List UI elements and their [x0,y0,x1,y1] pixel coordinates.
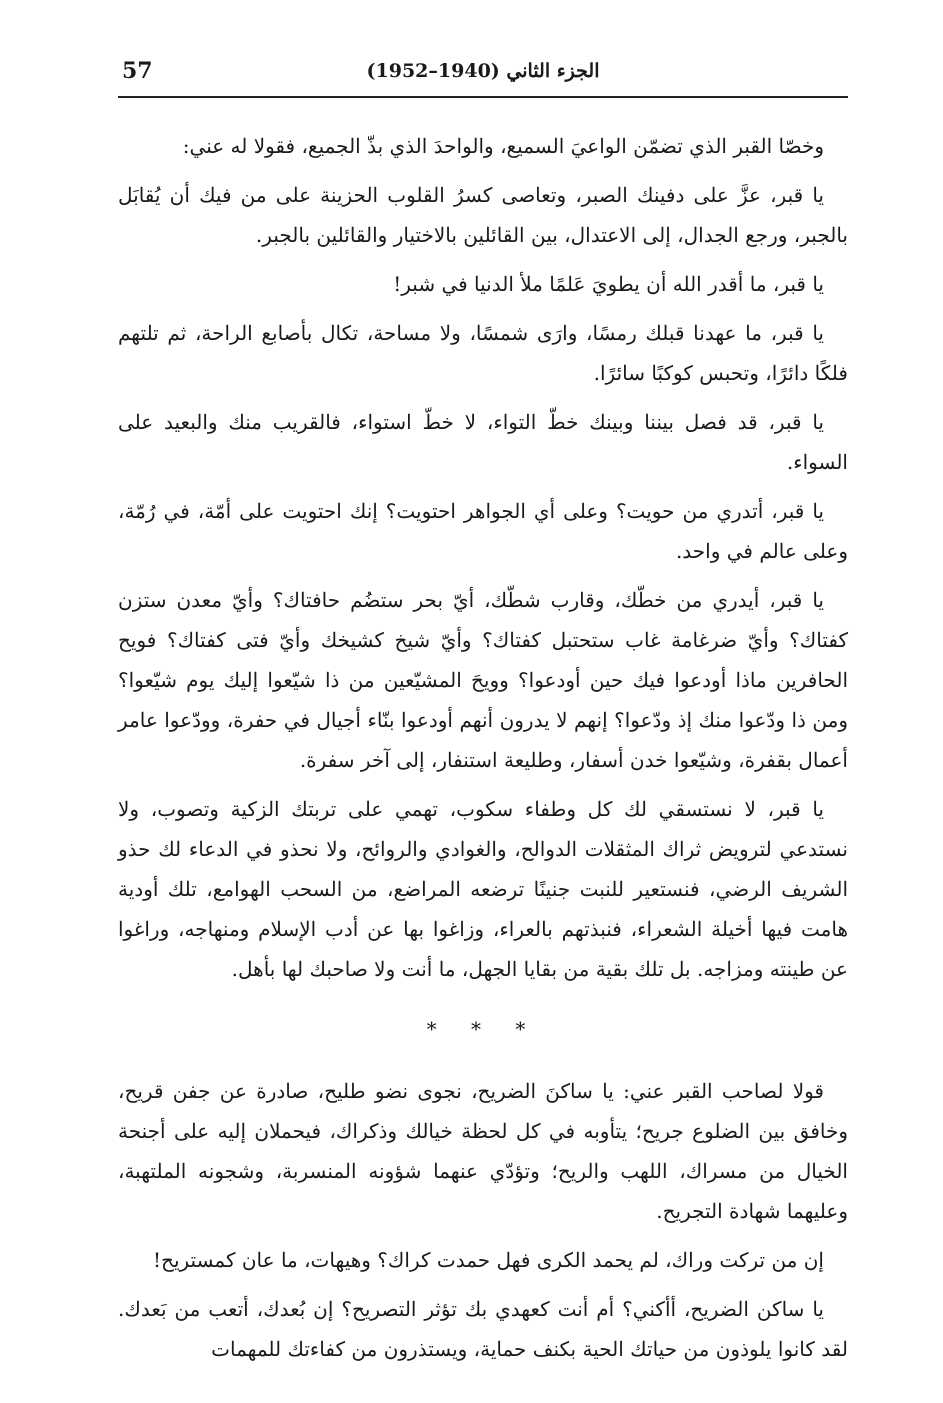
paragraph: إن من تركت وراك، لم يحمد الكرى فهل حمدت كراك؟ وهيهات، ما عان كمستريح! [153,1248,824,1272]
page-number: 57 [122,58,153,84]
paragraph: قولا لصاحب القبر عني: يا ساكنَ الضريح، نجوى نضو طليح، صادرة عن جفن قريح، وخافق بين الضلوع جريح؛ يتأوبه في كل لحظة خيالك وذكراك، فيحملان إليه على أجنحة الخيال من مسراك، اللهب والريح؛ وتؤدّي عنهما شؤونه المنسربة، وشجونه الملتهبة، وعليهما شهادة التجريح. [118,1079,848,1223]
paragraph: يا قبر، لا نستسقي لك كل وطفاء سكوب، تهمي على تربتك الزكية وتصوب، ولا نستدعي لترويض ثراك المثقلات الدوالح، والغوادي والروائح، ولا نحذو في الدعاء لك حذو الشريف الرضي، فنستعير للنبت جنينًا ترضعه المراضع، من السحب الهوامع، تلك أودية هامت فيها أخيلة الشعراء، فنبذتهم بالعراء، وزاغوا بها عن أدب الإسلام ومنهاجه، وراغوا عن طينته ومزاجه. بل تلك بقية من بقايا الجهل، ما أنت ولا صاحبك لها بأهل. [118,797,848,981]
paragraph: وخصّا القبر الذي تضمّن الواعيَ السميع، والواحدَ الذي بذّ الجميع، فقولا له عني: [182,134,824,158]
paragraph: يا قبر، ما أقدر الله أن يطويَ عَلمًا ملأ الدنيا في شبر! [393,272,824,296]
section-separator: * * * [426,1017,540,1041]
page-header [118,52,848,98]
paragraph: يا قبر، أيدري من خطّك، وقارب شطّك، أيّ بحر ستضُم حافتاك؟ وأيّ معدن ستزن كفتاك؟ وأيّ ضرغامة غاب ستحتبل كفتاك؟ وأيّ شيخ كشيخك وأيّ فتى كفتاك؟ فويح الحافرين ماذا أودعوا فيك حين أودعوا؟ وويحَ المشيّعين من ذا شيّعوا إليك يوم شيّعوا؟ ومن ذا ودّعوا منك إذ ودّعوا؟ إنهم لا يدرون أنهم أودعوا بنّاء أجيال في حفرة، وودّعوا عامر أعمال بقفرة، وشيّعوا خدن أسفار، وطليعة استنفار، إلى آخر سفرة. [118,588,848,772]
paragraph: يا ساكن الضريح، أأكني؟ أم أنت كعهدي بك تؤثر التصريح؟ إن بُعدك، أتعب من بَعدك. لقد كانوا يلوذون من حياتك الحية بكنف حماية، ويستذرون من كفاءتك للمهمات [118,1297,848,1361]
paragraph: يا قبر، قد فصل بيننا وبينك خطّ التواء، لا خطّ استواء، فالقريب منك والبعيد على السواء. [118,410,848,474]
body-text [118,126,848,1378]
paragraph: يا قبر، عزَّ على دفينك الصبر، وتعاصى كسرُ القلوب الحزينة على من فيك أن يُقابَل بالجبر، ورجع الجدال، إلى الاعتدال، بين القائلين بالاختيار والقائلين بالجبر. [118,183,848,247]
running-head: الجزء الثاني (1940–1952) [366,60,600,82]
paragraph: يا قبر، ما عهدنا قبلك رمسًا، وارَى شمسًا، ولا مساحة، تكال بأصابع الراحة، ثم تلتهم فلكًا دائرًا، وتحبس كوكبًا سائرًا. [118,321,848,385]
paragraph: يا قبر، أتدري من حويت؟ وعلى أي الجواهر احتويت؟ إنك احتويت على أمّة، في رُمّة، وعلى عالم في واحد. [118,499,848,563]
